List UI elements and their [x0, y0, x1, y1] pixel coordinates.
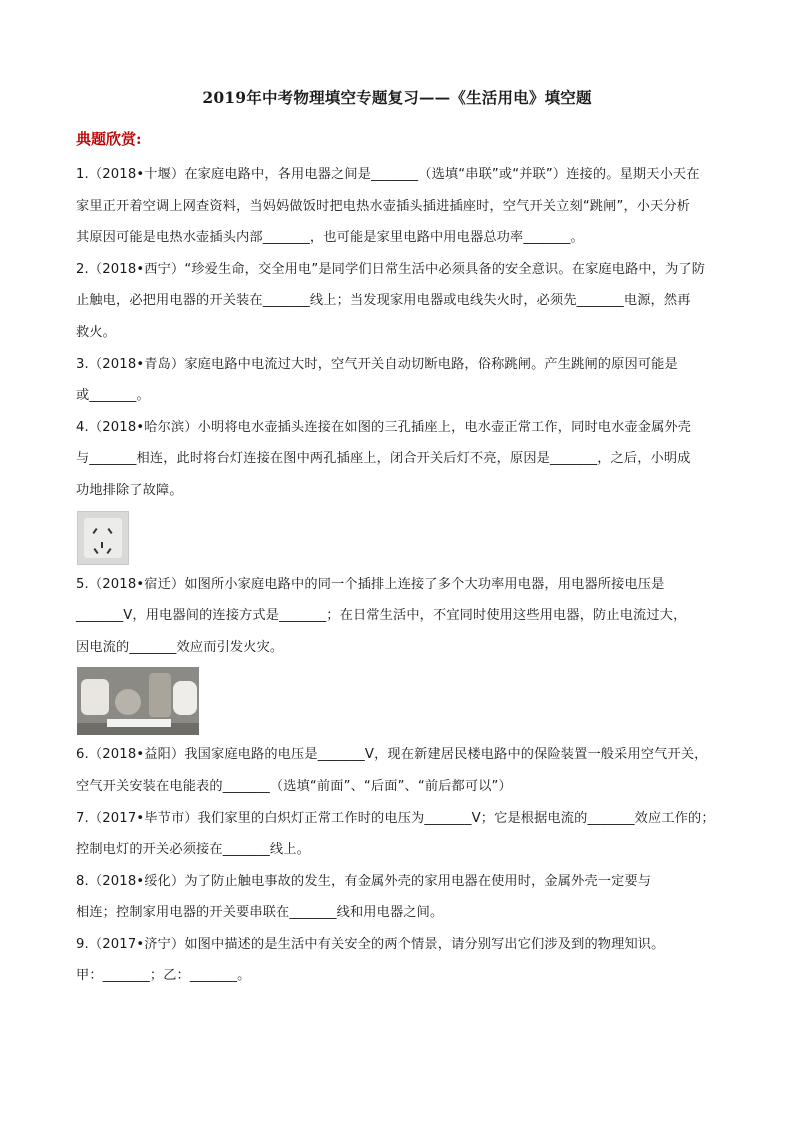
question-6-line-1: 6.（2018•益阳）我国家庭电路的电压是_______V，现在新建居民楼电路中的保险装置一般采用空气开关， — [76, 747, 708, 763]
question-5-line-2: _______V，用电器间的连接方式是_______；在日常生活中，不宜同时使用这些用电器，防止电流过大， — [76, 608, 687, 624]
question-8 — [76, 866, 718, 929]
page-title: 2019年中考物理填空专题复习——《生活用电》填空题 — [202, 88, 592, 107]
question-1-line-2: 家里正开着空调上网查资料，当妈妈做饭时把电热水壶插头插进插座时，空气开关立刻“跳闸”，小天分析 — [76, 198, 691, 214]
question-1-line-3: 其原因可能是电热水壶插头内部_______，也可能是家里电路中用电器总功率_______。 — [76, 230, 584, 246]
question-2-line-2: 止触电，必把用电器的开关装在_______线上；当发现家用电器或电线失火时，必须先_______电源，然再 — [76, 293, 691, 309]
power-strip-appliances-image — [77, 667, 199, 735]
question-9 — [76, 929, 718, 992]
question-7-line-2: 控制电灯的开关必须接在_______线上。 — [76, 842, 310, 858]
question-1-line-1: 1.（2018•十堰）在家庭电路中，各用电器之间是_______（选填“串联”或“并联”）连接的。星期天小天在 — [76, 167, 700, 182]
question-7 — [76, 803, 718, 866]
question-5-line-3: 因电流的_______效应而引发火灾。 — [76, 639, 284, 655]
question-4 — [76, 412, 718, 507]
question-9-line-2: 甲：_______；乙：_______。 — [76, 968, 251, 984]
question-3-line-2: 或_______。 — [76, 388, 150, 404]
question-4-line-1: 4.（2018•哈尔滨）小明将电水壶插头连接在如图的三孔插座上，电水壶正常工作，同时电水壶金属外壳 — [76, 419, 692, 435]
exam-page — [76, 0, 718, 992]
section-heading: 典题欣赏: — [76, 130, 142, 148]
question-3-line-1: 3.（2018•青岛）家庭电路中电流过大时，空气开关自动切断电路，俗称跳闸。产生跳闸的原因可能是 — [76, 356, 678, 372]
question-6-line-2: 空气开关安装在电能表的_______（选填“前面”、“后面”、“前后都可以”） — [76, 778, 512, 794]
question-8-line-2: 相连；控制家用电器的开关要串联在_______线和用电器之间。 — [76, 905, 444, 921]
question-4-line-2: 与_______相连，此时将台灯连接在图中两孔插座上，闭合开关后灯不亮，原因是_______，之后，小明成 — [76, 451, 691, 467]
question-4-line-3: 功地排除了故障。 — [76, 482, 183, 498]
question-2 — [76, 254, 718, 349]
question-7-line-1: 7.（2017•毕节市）我们家里的白炽灯正常工作时的电压为_______V；它是根据电流的_______效应工作的； — [76, 810, 715, 826]
socket-figure — [76, 511, 718, 565]
appliances-figure — [76, 667, 718, 735]
question-8-line-1: 8.（2018•绥化）为了防止触电事故的发生，有金属外壳的家用电器在使用时，金属外壳一定要与 — [76, 873, 652, 889]
question-5-line-1: 5.（2018•宿迁）如图所小家庭电路中的同一个插排上连接了多个大功率用电器，用电器所接电压是 — [76, 576, 665, 592]
question-3 — [76, 349, 718, 412]
question-2-line-1: 2.（2018•西宁）“珍爱生命，交全用电”是同学们日常生活中必须具备的安全意识。在家庭电路中，为了防 — [76, 261, 706, 277]
question-9-line-1: 9.（2017•济宁）如图中描述的是生活中有关安全的两个情景，请分别写出它们涉及到的物理知识。 — [76, 936, 665, 952]
wall-socket-image — [77, 511, 129, 565]
question-2-line-3: 救火。 — [76, 324, 117, 340]
question-6 — [76, 739, 718, 802]
question-5 — [76, 569, 718, 664]
question-1 — [76, 159, 718, 254]
